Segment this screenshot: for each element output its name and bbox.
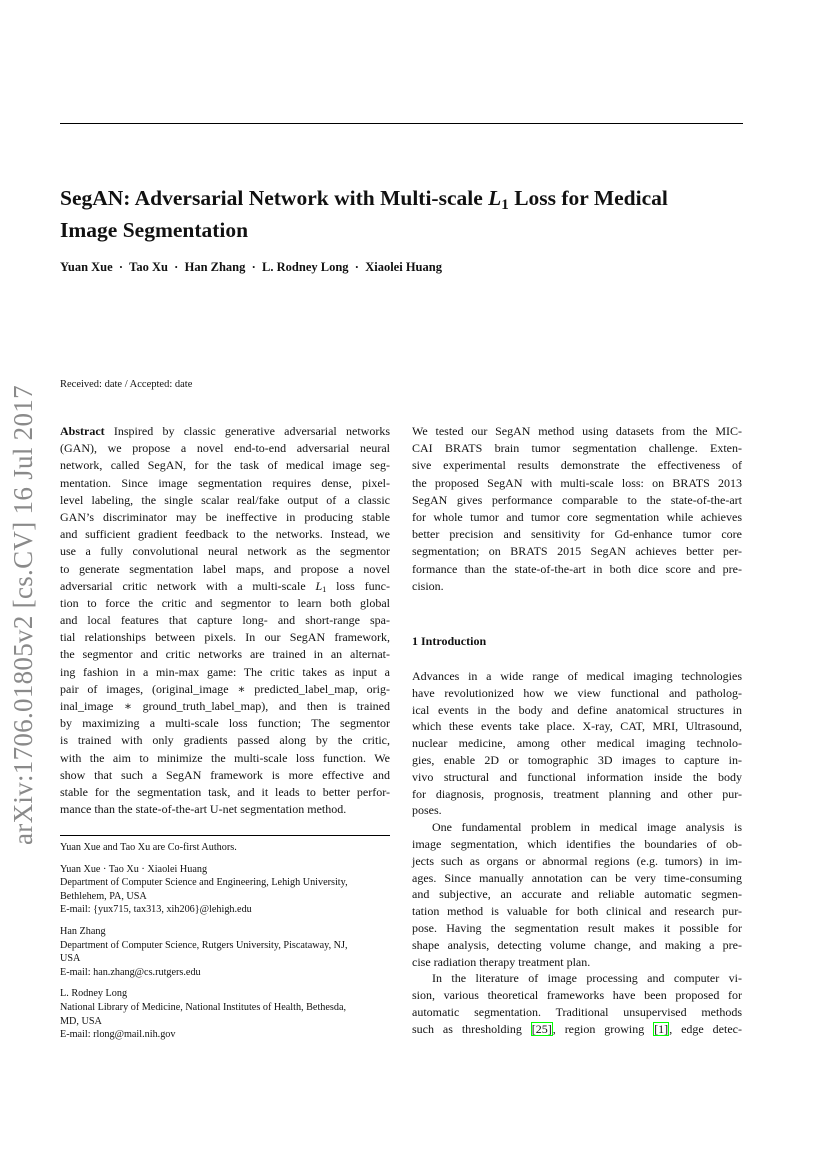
- text-segment: segmentation; on BRATS 2015 SegAN achieves better per-: [412, 544, 742, 559]
- text-line: [60, 475, 390, 492]
- text-segment: CAI BRATS brain tumor segmentation challenge. Exten-: [412, 441, 742, 456]
- text-line: [412, 752, 742, 769]
- text-line: [60, 767, 390, 784]
- text-segment: mance than the state-of-the-art U-net segmentation method.: [60, 802, 347, 817]
- text-segment: by maximizing a multi-scale loss function; The segmentor: [60, 716, 390, 731]
- text-line: [412, 457, 742, 474]
- footnote-rule: [60, 835, 390, 836]
- affiliation-line: Yuan Xue · Tao Xu · Xiaolei Huang: [60, 863, 208, 875]
- text-line: [60, 629, 390, 646]
- affiliation-line: MD, USA: [60, 1015, 102, 1027]
- text-segment: shape analysis, detecting volume change, and making a pre-: [412, 937, 742, 952]
- text-segment: , region growing: [552, 1021, 654, 1036]
- text-line: [412, 786, 742, 803]
- text-line: [412, 735, 742, 752]
- cofirst-note: Yuan Xue and Tao Xu are Co-first Authors.: [60, 842, 237, 853]
- text-line: [412, 886, 742, 903]
- text-segment: poses.: [412, 803, 442, 818]
- affiliation-line: Department of Computer Science, Rutgers University, Piscataway, NJ,: [60, 939, 348, 951]
- text-line: [412, 475, 742, 492]
- affiliation-1: [60, 863, 390, 917]
- text-segment: level labeling, the single scalar real/fake output of a classic: [60, 492, 390, 507]
- text-segment: L: [315, 578, 323, 593]
- text-line: [412, 492, 742, 509]
- text-line: [412, 543, 742, 560]
- text-line: [60, 750, 390, 767]
- affiliation-line: Department of Computer Science and Engineering, Lehigh University,: [60, 877, 348, 889]
- text-line: [412, 987, 742, 1004]
- text-line: [412, 870, 742, 887]
- text-segment: formance than the state-of-the-art in both dice score and pre-: [412, 561, 742, 576]
- text-line: [60, 578, 390, 595]
- text-line: [60, 509, 390, 526]
- text-segment: sive experimental results demonstrate the effectiveness of: [412, 458, 742, 473]
- text-line: [412, 853, 742, 870]
- text-segment: SegAN gives performance comparable to the state-of-the-art: [412, 492, 742, 507]
- text-line: [60, 801, 390, 818]
- text-segment: GAN’s discriminator may be ineffective in producing stable: [60, 509, 390, 524]
- text-segment: Inspired by classic generative adversarial networks: [104, 424, 390, 438]
- text-line: [412, 578, 742, 595]
- text-segment: We tested our SegAN method using datasets from the MIC-: [412, 424, 742, 438]
- text-line: [412, 836, 742, 853]
- top-rule: [60, 123, 743, 124]
- text-line: [412, 561, 742, 578]
- text-segment: and sufficient gradient feedback to the networks. Instead, we: [60, 527, 390, 542]
- text-segment: network, called SegAN, for the task of medical image seg-: [60, 458, 390, 473]
- text-segment: such as thresholding: [412, 1021, 531, 1036]
- abstract-label: Abstract: [60, 424, 105, 438]
- text-line: [412, 937, 742, 954]
- abstract: [60, 423, 390, 818]
- text-line: [60, 784, 390, 801]
- affiliation-line: L. Rodney Long: [60, 988, 128, 1000]
- text-segment: ical events in the body and define anatomical structures in: [412, 702, 742, 717]
- affiliation-line: E-mail: rlong@mail.nih.gov: [60, 1029, 176, 1041]
- text-segment: the segmentor and critic networks are trained in an alternat-: [60, 647, 390, 662]
- text-segment: better precision and sensitivity for Gd-enhance tumor core: [412, 527, 742, 542]
- text-segment: mentation. Since image segmentation requires dense, pixel-: [60, 475, 390, 490]
- paper-title: SegAN: Adversarial Network with Multi-scale $L_1$ Loss for Medical Image Segmentation: [60, 186, 668, 242]
- text-segment: adversarial critic network with a multi-scale: [60, 578, 316, 593]
- text-line: [60, 423, 390, 440]
- text-segment: show that such a SegAN framework is more effective and: [60, 767, 390, 782]
- citation-link[interactable]: [25]: [531, 1021, 552, 1036]
- text-segment: (GAN), we propose a novel end-to-end adversarial neural: [60, 441, 390, 456]
- text-segment: cise radiation therapy treatment plan.: [412, 954, 591, 969]
- text-line: [412, 702, 742, 719]
- text-segment: for whole tumor and tumor core segmentation while achieves: [412, 509, 742, 524]
- arxiv-identifier: arXiv:1706.01805v2 [cs.CV] 16 Jul 2017: [8, 385, 38, 845]
- text-line: [60, 543, 390, 560]
- affiliation-line: E-mail: {yux715, tax313, xih206}@lehigh.edu: [60, 904, 252, 916]
- text-segment: tial relationships between pixels. In our SegAN framework,: [60, 630, 390, 645]
- text-line: [60, 457, 390, 474]
- text-segment: cision.: [412, 578, 444, 593]
- text-segment: tation method is valuable for both clinical and research pur-: [412, 904, 742, 919]
- text-segment: ing fashion in a min-max game: The critic takes as input a: [60, 664, 390, 679]
- abstract-continued: [412, 423, 742, 595]
- text-segment: for diagnosis, prognosis, treatment planning and other pur-: [412, 786, 742, 801]
- section-heading: 1 Introduction: [412, 634, 487, 648]
- text-segment: pair of images, (original_image ∗ predicted_label_map, orig-: [60, 681, 390, 696]
- text-line: [60, 612, 390, 629]
- text-line: [412, 685, 742, 702]
- author-list: Yuan Xue · Tao Xu · Han Zhang · L. Rodney Long · Xiaolei Huang: [60, 260, 442, 274]
- text-segment: nuclear medicine, among other medical imaging technolo-: [412, 736, 742, 751]
- affiliation-line: Bethlehem, PA, USA: [60, 890, 147, 902]
- text-line: [412, 509, 742, 526]
- affiliation-3: [60, 987, 390, 1041]
- text-line: [60, 492, 390, 509]
- text-line: [412, 423, 742, 440]
- text-segment: , edge detec-: [669, 1021, 742, 1036]
- text-line: [60, 646, 390, 663]
- text-line: [412, 920, 742, 937]
- text-line: [412, 668, 742, 685]
- text-segment: use a fully convolutional neural network as the segmentor: [60, 544, 390, 559]
- text-segment: pose. Having the segmentation result makes it possible for: [412, 920, 742, 935]
- text-segment: 1: [322, 584, 327, 594]
- introduction-body: [412, 668, 742, 1038]
- text-line: [412, 903, 742, 920]
- text-line: [60, 440, 390, 457]
- text-segment: with the aim to minimize the multi-scale loss function. We: [60, 750, 390, 765]
- text-line: [412, 526, 742, 543]
- text-segment: have revolutionized how we view functional and patholog-: [412, 685, 742, 700]
- text-segment: and local features that capture long- and short-range spa-: [60, 613, 390, 628]
- affiliation-line: USA: [60, 953, 81, 965]
- text-line: [412, 970, 742, 987]
- text-segment: is trained with only gradients passed along by the critic,: [60, 733, 390, 748]
- text-segment: and subjective, an accurate and reliable automatic segmen-: [412, 887, 742, 902]
- affiliation-2: [60, 925, 390, 979]
- text-line: [60, 526, 390, 543]
- text-segment: which these events take place. X-ray, CAT, MRI, Ultrasound,: [412, 719, 742, 734]
- text-segment: automatic segmentation. Traditional unsupervised methods: [412, 1004, 742, 1019]
- affiliation-line: E-mail: han.zhang@cs.rutgers.edu: [60, 966, 201, 978]
- text-line: [60, 681, 390, 698]
- text-line: [60, 732, 390, 749]
- text-line: [412, 819, 742, 836]
- text-line: [60, 561, 390, 578]
- text-segment: tion to force the critic and segmentor to learn both global: [60, 595, 390, 610]
- text-segment: stable for the segmentation task, and it leads to better perfor-: [60, 784, 390, 799]
- received-date: Received: date / Accepted: date: [60, 379, 193, 390]
- text-line: [412, 1021, 742, 1038]
- text-segment: jects such as organs or abnormal regions (e.g. tumors) in im-: [412, 853, 742, 868]
- text-segment: image segmentation, which identifies the boundaries of ob-: [412, 836, 742, 851]
- text-line: [60, 715, 390, 732]
- text-line: [412, 802, 742, 819]
- citation-link[interactable]: [1]: [654, 1021, 669, 1036]
- affiliation-line: Han Zhang: [60, 925, 106, 937]
- text-segment: inal_image ∗ ground_truth_label_map), and then is trained: [60, 699, 390, 713]
- text-segment: gies, enable 2D or tomographic 3D images to capture in-: [412, 752, 742, 767]
- text-line: [60, 698, 390, 715]
- affiliation-line: National Library of Medicine, National Institutes of Health, Bethesda,: [60, 1001, 347, 1013]
- text-segment: ages. Since manually annotation can be very time-consuming: [412, 870, 742, 885]
- text-segment: loss func-: [326, 578, 390, 593]
- text-segment: the proposed SegAN with multi-scale loss: on BRATS 2013: [412, 475, 742, 490]
- text-segment: sion, various theoretical frameworks have been proposed for: [412, 988, 742, 1003]
- text-line: [60, 664, 390, 681]
- text-line: [60, 595, 390, 612]
- text-line: [412, 440, 742, 457]
- text-line: [412, 769, 742, 786]
- text-segment: Advances in a wide range of medical imaging technologies: [412, 669, 742, 683]
- text-line: [412, 718, 742, 735]
- text-line: [412, 954, 742, 971]
- text-segment: One fundamental problem in medical image analysis is: [432, 820, 742, 835]
- text-line: [412, 1004, 742, 1021]
- text-segment: to generate segmentation label maps, and propose a novel: [60, 561, 390, 576]
- text-segment: vivo structural and functional information inside the body: [412, 769, 742, 784]
- text-segment: In the literature of image processing and computer vi-: [432, 971, 742, 986]
- footnotes: [60, 841, 390, 1042]
